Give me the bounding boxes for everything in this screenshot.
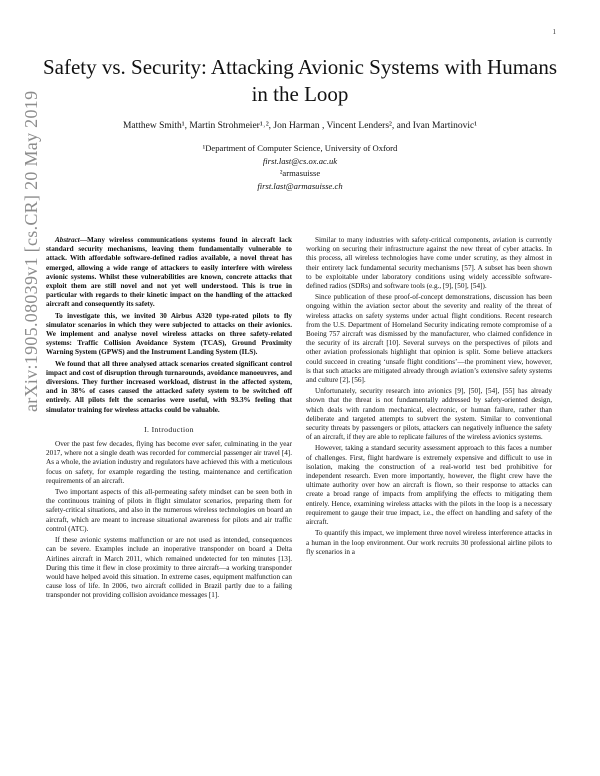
abstract-paragraph-3: We found that all three analysed attack scenarios created significant control impact and cost of disruption through turnarounds, avoidance manoeuvres, and diversions. They further increased workload, distrust in the affected system, and in 38% of cases caused the attacked safety system to be switched off entirely. All pilots felt the scenarios were useful, with 93.3% feeling that simulator training for wireless attacks could be valuable. (46, 359, 292, 414)
abstract-label: Abstract (55, 236, 80, 244)
body-paragraph-4: However, taking a standard security assessment approach to this faces a number of challenges. First, flight hardware is extremely expensive and difficult to use in isolation, making the construction of a real-world test bed prohibitive for independent research. Even more importantly, however, the flight crew have the ultimate authority over how an aircraft is flown, so their response to attacks can create a broad range of impacts from amplifying the effects to mitigating them entirely. Hence, examining wireless attacks with the pilots in the loop is a necessary requirement to gauge their true impact, i.e., the effect on handling and safety of the aircraft. (306, 444, 552, 527)
intro-paragraph-3: If these avionic systems malfunction or are not used as intended, consequences can be severe. Examples include an inoperative transponder on board a Delta Airlines aircraft in March 2011, which remained undetected for ten minutes [13]. During this time it flew in close proximity to three aircraft—a working transponder would have helped avoid this situation. In extreme cases, equipment malfunction can cause loss of life. In 2006, two aircraft collided in Brazil partly due to a failing transponder not providing collision avoidance messages [1]. (46, 536, 292, 600)
section-heading-introduction: I. Introduction (144, 424, 194, 434)
abstract-text-1: —Many wireless communications systems found in aircraft lack standard security mechanisms, leaving them fundamentally vulnerable to attack. With affordable software-defined radios available, a novel threat has emerged, allowing a wide range of attackers to easily interfere with wireless avionic systems. Whilst these vulnerabilities are known, concrete attacks that exploit them are still novel and not yet well understood. This is true in particular with regards to their kinetic impact on the handling of the attacked aircraft and consequently its safety. (46, 236, 292, 309)
affiliation-email-armasuisse: first.last@armasuisse.ch (257, 180, 343, 191)
body-paragraph-2: Since publication of these proof-of-concept demonstrations, discussion has been ongoing within the aviation sector about the severity and reality of the threat of wireless attacks on safety systems under actual flight conditions. Recent research from the U.S. Department of Homeland Security indicating remote compromise of a Boeing 757 aircraft was dismissed by the manufacturer, who claimed confidence in the security of its aircraft [10]. Several surveys on the perspectives of pilots and other aviation professionals highlight that opinion is split. Some believe attackers could succeed in creating ‘unsafe flight conditions’—the prominent view, however, is that such attacks are mitigated already through aviation’s extensive safety systems and culture [2], [56]. (306, 293, 552, 385)
affiliations (140, 142, 460, 192)
paper-title: Safety vs. Security: Attacking Avionic Systems with Humans in the Loop (42, 55, 558, 106)
author-list: Matthew Smith¹, Martin Strohmeier¹˒², Jon Harman , Vincent Lenders², and Ivan Martinovic¹ (122, 121, 478, 131)
body-paragraph-5: To quantify this impact, we implement three novel wireless interference attacks in a human in the loop environment. Our work recruits 30 professional airline pilots to fly scenarios in a (306, 529, 552, 556)
affiliation-email-oxford: first.last@cs.ox.ac.uk (262, 155, 338, 166)
abstract-paragraph-2: To investigate this, we invited 30 Airbus A320 type-rated pilots to fly simulator scenarios in which they were subjected to attacks on their avionics. We implement and analyse novel wireless attacks on three safety-related systems: Traffic Collision Avoidance System (TCAS), Ground Proximity Warning System (GPWS) and the Instrument Landing System (ILS). (46, 311, 292, 357)
body-paragraph-3: Unfortunately, security research into avionics [9], [50], [54], [55] has already shown that the threat is not fundamentally addressed by safety-oriented design, which deals with random mechanical, electronic, or human failure, rather than deliberate and targeted attempts to subvert the system. Similar to conventional security threats by passengers or pilots, attackers can negatively influence the safety of an aircraft, if they are able to replicate failures of the wireless avionics systems. (306, 387, 552, 442)
page-number: 1 (552, 28, 556, 36)
left-column (46, 236, 292, 603)
abstract (46, 236, 292, 415)
affiliation-department: ¹Department of Computer Science, University of Oxford (202, 143, 398, 153)
right-column (306, 236, 552, 559)
body-paragraph-1: Similar to many industries with safety-critical components, aviation is currently working on securing their infrastructure against the new threat of cyber attacks. In this process, all wireless technologies have come under scrutiny, as they almost in their entirety lack fundamental security mechanisms [57]. A subset has been shown to be exploitable under laboratory conditions using widely accessible software-defined radios (SDRs) and software tools (e.g., [9], [50], [54]). (306, 236, 552, 291)
intro-paragraph-1: Over the past few decades, flying has become ever safer, culminating in the year 2017, where not a single death was recorded for commercial passenger air travel [4]. As a whole, the aviation industry and regulators have achieved this with a meticulous focus on safety, for example regarding the testing, maintenance and certification requirements of an aircraft. (46, 440, 292, 485)
intro-paragraph-2: Two important aspects of this all-permeating safety mindset can be seen both in the continuous training of pilots in flight simulator scenarios, preparing them for safety-critical situations, and also in the numerous wireless technologies on board an aircraft, which are meant to increase situational awareness for pilots and air traffic control (ATC). (46, 488, 292, 533)
abstract-paragraph-1 (46, 236, 292, 310)
affiliation-organization: ²armasuisse (279, 168, 321, 178)
arxiv-identifier-stamp: arXiv:1905.08039v1 [cs.CR] 20 May 2019 (21, 90, 41, 412)
